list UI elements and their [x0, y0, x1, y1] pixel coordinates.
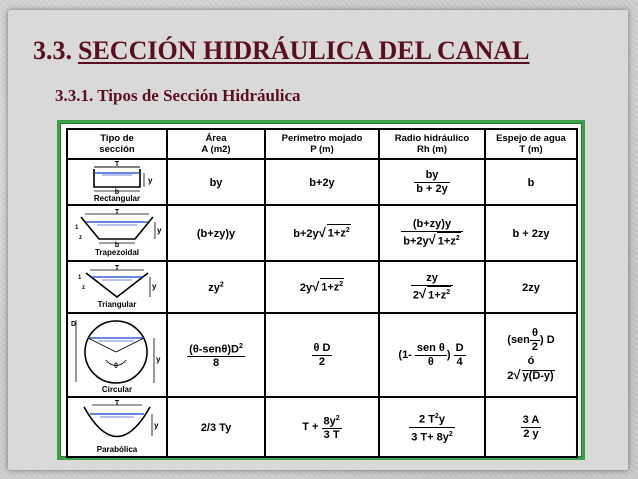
- svg-text:y: y: [154, 421, 159, 430]
- svg-text:T: T: [114, 400, 120, 407]
- section-subtitle: [55, 86, 301, 106]
- svg-text:b: b: [114, 242, 120, 249]
- svg-text:z: z: [79, 235, 82, 241]
- subtitle-number: 3.3.1.: [55, 86, 94, 105]
- svg-text:b: b: [114, 189, 120, 195]
- title-number: 3.3.: [33, 36, 72, 65]
- hydraulic-section-table: [66, 128, 578, 458]
- svg-text:T: T: [114, 209, 120, 216]
- header-shape: Tipo de sección: [67, 129, 167, 159]
- mirror-cell: b: [485, 159, 577, 205]
- header-area: Área A (m2): [167, 129, 265, 159]
- triangular-section-diagram: [72, 265, 162, 301]
- perimeter-cell: b+2y: [265, 159, 379, 205]
- trapezoidal-section-diagram: [71, 209, 163, 249]
- table-frame: [57, 120, 585, 460]
- svg-text:1: 1: [78, 275, 82, 281]
- perimeter-cell: T + $\frac{8y^2}{3 T}$: [265, 397, 379, 457]
- mirror-cell: $\frac{3 A}{2 y}$: [485, 397, 577, 457]
- shape-rectangular: [67, 159, 167, 205]
- area-cell: (b+zy)y: [167, 205, 265, 261]
- rectangular-section-diagram: [72, 161, 162, 195]
- svg-text:θ: θ: [114, 363, 118, 370]
- shape-parabolic: [67, 397, 167, 457]
- table-row: [67, 313, 577, 397]
- shape-label: Parabólica: [96, 445, 138, 454]
- perimeter-cell: b+2y√ $1+z^2$: [265, 205, 379, 261]
- svg-text:z: z: [82, 285, 85, 291]
- radius-cell: $\frac{2 T^2y}{3 T+ 8y^2}$: [379, 397, 485, 457]
- perimeter-cell: 2y√ $1+z^2$: [265, 261, 379, 313]
- title-text: SECCIÓN HIDRÁULICA DEL CANAL: [78, 36, 530, 65]
- shape-circular: [67, 313, 167, 397]
- table-row: [67, 205, 577, 261]
- parabolic-section-diagram: [72, 400, 162, 446]
- svg-text:y: y: [157, 226, 162, 235]
- svg-text:1: 1: [75, 225, 79, 231]
- shape-label: Rectangular: [93, 194, 141, 203]
- shape-triangular: [67, 261, 167, 313]
- table-row: [67, 159, 577, 205]
- radius-cell: $\frac{(b+zy)y}{b+2y√ 1+z^2}$: [379, 205, 485, 261]
- svg-text:T: T: [114, 265, 120, 272]
- page-title: [33, 36, 593, 66]
- subtitle-text: Tipos de Sección Hidráulica: [97, 86, 301, 105]
- svg-text:y: y: [156, 355, 161, 364]
- mirror-cell: 2zy: [485, 261, 577, 313]
- table-header-row: [67, 129, 577, 159]
- circular-section-diagram: [70, 316, 164, 386]
- table-row: [67, 397, 577, 457]
- area-cell: 2/3 Ty: [167, 397, 265, 457]
- radius-cell: $\frac{by}{b + 2y}$: [379, 159, 485, 205]
- header-radius: Radio hidráulico Rh (m): [379, 129, 485, 159]
- header-mirror: Espejo de agua T (m): [485, 129, 577, 159]
- table-row: [67, 261, 577, 313]
- area-cell: $\frac{(\theta-sen\theta)D^2}{8}$: [167, 313, 265, 397]
- area-cell: by: [167, 159, 265, 205]
- shape-label: Circular: [101, 385, 133, 394]
- mirror-cell: (sen $\frac{\theta}{2}$ ) D ó 2√ y(D-y): [485, 313, 577, 397]
- header-perimeter: Perímetro mojado P (m): [265, 129, 379, 159]
- svg-text:y: y: [152, 282, 157, 291]
- mirror-cell: b + 2zy: [485, 205, 577, 261]
- perimeter-cell: $\frac{\text{θ D}}{2}$: [265, 313, 379, 397]
- radius-cell: (1- $\frac{\text{sen θ}}{\theta}$ ) $\frac{D}{4}$: [379, 313, 485, 397]
- radius-cell: $\frac{zy}{2√ 1+z^2}$: [379, 261, 485, 313]
- shape-label: Triangular: [97, 300, 137, 309]
- svg-text:T: T: [114, 161, 120, 168]
- area-cell: $zy^2$: [167, 261, 265, 313]
- shape-trapezoidal: [67, 205, 167, 261]
- shape-label: Trapezoidal: [94, 248, 139, 257]
- svg-text:D: D: [71, 321, 77, 328]
- svg-text:y: y: [148, 176, 153, 185]
